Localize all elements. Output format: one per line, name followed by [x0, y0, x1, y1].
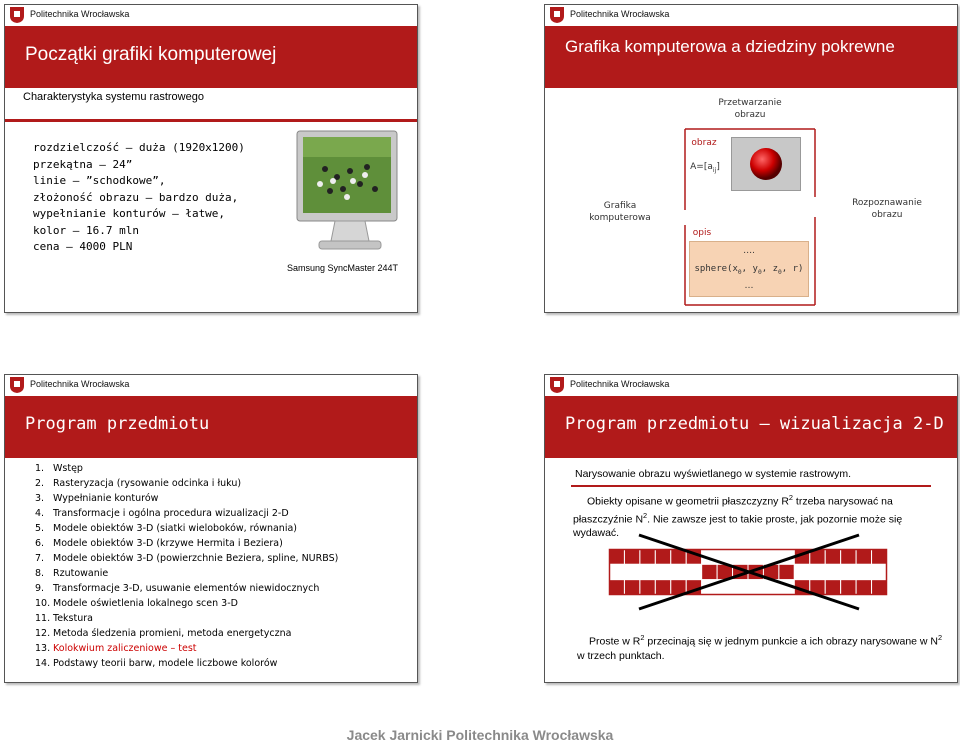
list-item: [35, 641, 338, 656]
item-text: Modele obiektów 3-D (krzywe Hermita i Beziera): [53, 538, 283, 549]
sphere-part: , r): [781, 264, 804, 274]
monitor-caption: Samsung SyncMaster 244T: [287, 263, 399, 273]
pixel-cell: [733, 549, 748, 564]
list-item: [35, 521, 338, 536]
sphere-part: , y: [741, 264, 758, 274]
pixel-cell: [872, 580, 887, 595]
label-przetwarzanie: [695, 97, 805, 121]
p2-text: Proste w R: [589, 635, 641, 648]
pixel-cell: [872, 549, 887, 564]
intro-underline: [571, 485, 931, 488]
pixel-cell: [640, 549, 655, 564]
list-item: [35, 596, 338, 611]
slide-title: Początki grafiki komputerowej: [25, 44, 277, 65]
pixel-cell: [655, 549, 670, 564]
red-sphere-icon: [732, 138, 800, 190]
list-item: [35, 626, 338, 641]
item-text: Wstęp: [53, 463, 83, 474]
pixel-cell: [825, 549, 840, 564]
label-line: obrazu: [734, 110, 766, 120]
sphere-sub: 0: [778, 268, 782, 276]
item-number: 7.: [35, 553, 45, 564]
list-item: [35, 491, 338, 506]
item-text: Rzutowanie: [53, 568, 109, 579]
p2-sup: 2: [938, 633, 943, 642]
label-obraz: obraz: [691, 138, 717, 148]
pixel-cell: [872, 564, 887, 579]
pixel-cell: [609, 549, 624, 564]
list-item: [35, 656, 338, 671]
pixel-cell: [640, 564, 655, 579]
university-name: Politechnika Wrocławska: [30, 9, 130, 19]
label-line: obrazu: [871, 210, 903, 220]
item-number: 8.: [35, 568, 45, 579]
syllabus-list: [35, 461, 338, 671]
intro-text: Narysowanie obrazu wyświetlanego w systemie rastrowym.: [575, 468, 852, 480]
pixel-cell: [841, 580, 856, 595]
slide-header: [545, 375, 957, 395]
pixel-cell: [655, 580, 670, 595]
pixel-cell: [825, 580, 840, 595]
list-item: [35, 611, 338, 626]
slide-title: Program przedmiotu: [25, 414, 210, 434]
item-text: Modele oświetlenia lokalnego scen 3-D: [53, 598, 238, 609]
p1-sup: 2: [788, 493, 794, 502]
spec-line: przekątna – 24”: [33, 157, 133, 171]
list-item: [35, 461, 338, 476]
label-grafika: [575, 200, 665, 224]
label-line: Przetwarzanie: [718, 98, 782, 108]
pixel-cell: [733, 580, 748, 595]
item-number: 10.: [35, 598, 51, 609]
slide-2: [544, 4, 958, 313]
pixel-cell: [748, 580, 763, 595]
pixel-cell: [624, 580, 639, 595]
university-name: Politechnika Wrocławska: [570, 9, 670, 19]
page-footer: Jacek Jarnicki Politechnika Wrocławska: [346, 727, 614, 743]
paragraph-1: [573, 491, 943, 540]
p1-text: trzeba narysować na płaszczyźnie N: [573, 495, 893, 525]
item-number: 1.: [35, 463, 45, 474]
university-name: Politechnika Wrocławska: [30, 379, 130, 389]
list-item: [35, 566, 338, 581]
label-line: Grafika: [603, 201, 637, 211]
item-text: Transformacje 3-D, usuwanie elementów niewidocznych: [53, 583, 320, 594]
university-crest-icon: [8, 6, 26, 24]
pixel-cell: [624, 564, 639, 579]
item-text: Podstawy teorii barw, modele liczbowe kolorów: [53, 658, 278, 669]
aij-suffix: ]: [716, 162, 720, 172]
paragraph-2: [577, 631, 947, 663]
p2-text: przecinają się w jednym punkcie a ich obrazy narysowane w N: [644, 635, 939, 648]
aij-prefix: A=[a: [690, 162, 713, 172]
pixel-cell: [702, 564, 717, 579]
sphere-part: , z: [761, 264, 778, 274]
item-number: 13.: [35, 643, 51, 654]
pixel-cell: [825, 564, 840, 579]
pixel-grid-figure: [609, 549, 887, 595]
slide-4: [544, 374, 958, 683]
university-name: Politechnika Wrocławska: [570, 379, 670, 389]
item-number: 5.: [35, 523, 45, 534]
label-rozpoznawanie: [837, 197, 937, 221]
item-number: 2.: [35, 478, 45, 489]
slide-3: [4, 374, 418, 683]
p2-text: w trzech punktach.: [577, 649, 665, 662]
p1-sup: 2: [643, 510, 648, 520]
spec-line: rozdzielczość – duża (1920x1200): [33, 141, 245, 154]
item-number: 9.: [35, 583, 45, 594]
dots-bottom: …: [744, 281, 754, 291]
spec-line: linie – ”schodkowe”,: [33, 174, 166, 187]
item-number: 11.: [35, 613, 51, 624]
university-crest-icon: [8, 376, 26, 394]
list-item: [35, 506, 338, 521]
title-bar: [5, 396, 417, 458]
item-text: Wypełnianie konturów: [53, 493, 159, 504]
p2-sup: 2: [640, 633, 645, 642]
pixel-cell: [609, 580, 624, 595]
pixel-cell: [841, 549, 856, 564]
slide-title: Grafika komputerowa a dziedziny pokrewne: [565, 37, 895, 56]
sphere-sub: 0: [757, 268, 762, 276]
pixel-cell: [748, 549, 763, 564]
pixel-cell: [609, 564, 624, 579]
pixel-cell: [841, 564, 856, 579]
sphere-sub: 0: [737, 268, 742, 276]
label-aij: [685, 161, 725, 177]
pixel-cell: [655, 564, 670, 579]
sphere-image-box: [731, 137, 801, 191]
label-line: komputerowa: [589, 213, 651, 223]
pixel-cell: [671, 564, 686, 579]
spec-line: kolor – 16.7 mln: [33, 223, 139, 237]
title-bar: [545, 396, 957, 458]
item-text: Transformacje i ogólna procedura wizualizacji 2-D: [53, 508, 289, 519]
pixel-cell: [856, 580, 871, 595]
item-number: 6.: [35, 538, 45, 549]
spec-line: wypełnianie konturów – łatwe,: [33, 207, 226, 220]
dots-top: ….: [743, 246, 755, 256]
item-text: Modele obiektów 3-D (siatki wieloboków, równania): [53, 523, 297, 534]
description-box: [689, 241, 809, 297]
pixel-cell: [779, 564, 794, 579]
aij-sub: ij: [712, 166, 717, 174]
pixel-cell: [640, 580, 655, 595]
p1-text: . Nie zawsze jest to takie proste, jak pozornie może się wydawać.: [573, 513, 903, 539]
item-number: 14.: [35, 658, 51, 669]
item-text: Metoda śledzenia promieni, metoda energetyczna: [53, 628, 292, 639]
item-number: 12.: [35, 628, 51, 639]
slide-header: [5, 375, 417, 395]
label-line: Rozpoznawanie: [852, 198, 922, 208]
spec-line: cena – 4000 PLN: [33, 240, 133, 253]
item-text: Kolokwium zaliczeniowe – test: [53, 643, 197, 654]
item-text: Tekstura: [53, 613, 93, 624]
list-item: [35, 476, 338, 491]
title-bar: [5, 26, 417, 88]
pixel-cell: [794, 564, 809, 579]
slide-1: [4, 4, 418, 313]
monitor-image: [295, 129, 405, 254]
slide-header: [5, 5, 417, 25]
p1-text: Obiekty opisane w geometrii płaszczyzny R: [587, 495, 789, 508]
pixel-cell: [856, 549, 871, 564]
sphere-call: [690, 263, 808, 279]
list-item: [35, 551, 338, 566]
item-number: 4.: [35, 508, 45, 519]
pixel-cell: [856, 564, 871, 579]
divider: [5, 119, 417, 122]
university-crest-icon: [548, 376, 566, 394]
spec-list: [33, 140, 245, 256]
item-text: Modele obiektów 3-D (powierzchnie Beziera, spline, NURBS): [53, 553, 339, 564]
sphere-part: sphere(x: [694, 264, 738, 274]
slide-subtitle: Charakterystyka systemu rastrowego: [23, 91, 204, 103]
list-item: [35, 581, 338, 596]
label-opis: opis: [692, 228, 712, 238]
item-number: 3.: [35, 493, 45, 504]
slide-title: Program przedmiotu – wizualizacja 2-D: [565, 414, 944, 434]
spec-line: złożoność obrazu – bardzo duża,: [33, 190, 239, 204]
pixel-cell: [686, 564, 701, 579]
pixel-cell: [624, 549, 639, 564]
list-item: [35, 536, 338, 551]
item-text: Rasteryzacja (rysowanie odcinka i łuku): [53, 478, 242, 489]
pixel-cell: [810, 564, 825, 579]
